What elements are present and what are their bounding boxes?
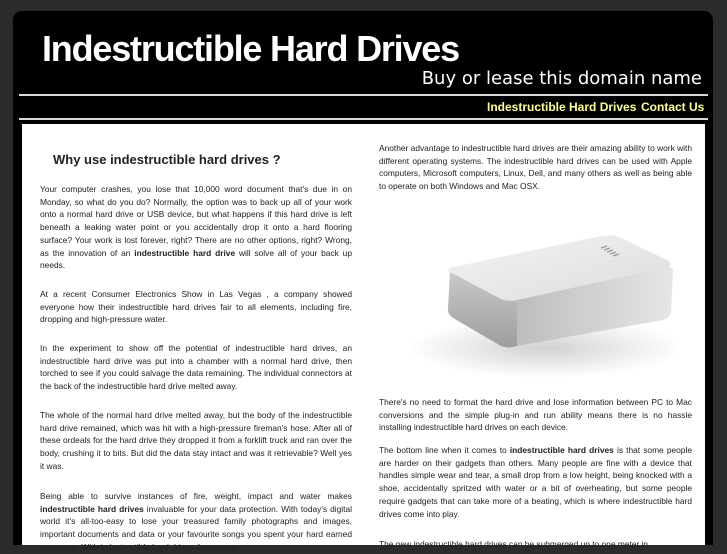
paragraph-text: invaluable for your data protection. With today's digital world it's all-too-easy to lose your treasured family photographs and images, important documents and data or your favourite songs you spent your hard earned money on. With indestructible hard drives there never: [40, 503, 353, 552]
article-paragraph: [379, 142, 692, 193]
paragraph-text: The whole of the normal hard drive melted away, but the body of the indestructible hard drive remained, which was hit with a high-pressure fireman's hose. After all of these ordeals for the hard drive they dropped it from a forklift truck and ran over the body, crushing it to bits. But did the data stay intact and was it retrievable? Well yes it was.: [40, 410, 352, 471]
article-paragraph: [379, 538, 692, 551]
site-title[interactable]: Indestructible Hard Drives: [42, 28, 459, 69]
paragraph-text: is that some people are harder on their gadgets than others. Many people are fine with a device that handles simple wear and tear, a small drop from a low height, being knocked with a shoe, accidentally spritzed with water or a bit of overheating, but some people require gadgets that can take more of a beating, which is where indestructible hard drives come into play.: [379, 445, 692, 519]
nav-link-indestructible-hard-drives[interactable]: Indestructible Hard Drives: [487, 100, 637, 114]
keyword-bold: indestructible hard drives: [509, 445, 614, 455]
nav-divider: [19, 118, 708, 120]
article-paragraph: [40, 342, 352, 393]
paragraph-text: There's no need to format the hard drive and lose information between PC to Mac conversions and the simple plug-in and run ability means there is no hassle installing indestructible hard drives on each device.: [379, 397, 692, 433]
article-paragraph: [40, 288, 352, 326]
paragraph-text: Being able to survive instances of fire, weight, impact and water makes: [40, 491, 352, 501]
paragraph-text: Another advantage to indestructible hard drives are their amazing ability to work with different operating systems. The indestructible hard drives can be used with Apple computers, Microsoft computers, Linux, Dell, and many others as well as being able to operate on both Windows and Mac OSX.: [379, 143, 692, 192]
article-paragraph: [379, 396, 692, 434]
nav-bar: [19, 96, 708, 118]
article-paragraph: [379, 444, 692, 520]
article-heading: Why use indestructible hard drives ?: [53, 152, 281, 167]
hard-drive-icon: [405, 220, 683, 380]
main-content: [22, 124, 705, 552]
article-paragraph: [40, 409, 352, 473]
keyword-bold: indestructible hard drives: [40, 503, 144, 514]
paragraph-text: At a recent Consumer Electronics Show in Las Vegas , a company showed everyone how their indestructible hard drives fair to all elements, including fire, dropping and high-pressure water.: [40, 289, 352, 325]
paragraph-text: Your computer crashes, you lose that 10,000 word document that's due in on Monday, so what do you do? Normally, the option was to back up all of your work onto a normal hard drive or USB device, but what happens if this hard drive is left beneath a leaking water point or you accidentally drop it onto a hard flooring surface? Your work is lost forever, right? There are no other options, right? Wrong, as the innovation of an: [40, 184, 352, 258]
keyword-bold: indestructible hard drive: [134, 247, 236, 258]
external-hard-drive-image: [405, 220, 683, 380]
paragraph-text: The bottom line when it comes to: [379, 445, 510, 455]
domain-sale-link[interactable]: Buy or lease this domain name: [421, 68, 702, 89]
paragraph-text: In the experiment to show off the potential of indestructible hard drives, an indestructible hard drive was put into a chamber with a normal hard drive, then torched to see if you could salvage the data remaining. The individual connectors at the back of the indestructible hard drive melted away.: [40, 343, 352, 392]
article-paragraph: [40, 490, 352, 554]
paragraph-text: will solve all of your back up needs.: [40, 247, 352, 271]
site-header: [19, 16, 708, 96]
nav-link-contact-us[interactable]: Contact Us: [641, 100, 705, 114]
article-paragraph: [40, 183, 352, 272]
paragraph-text: The new indestructible hard drives can be submerged up to one meter in: [379, 539, 649, 549]
